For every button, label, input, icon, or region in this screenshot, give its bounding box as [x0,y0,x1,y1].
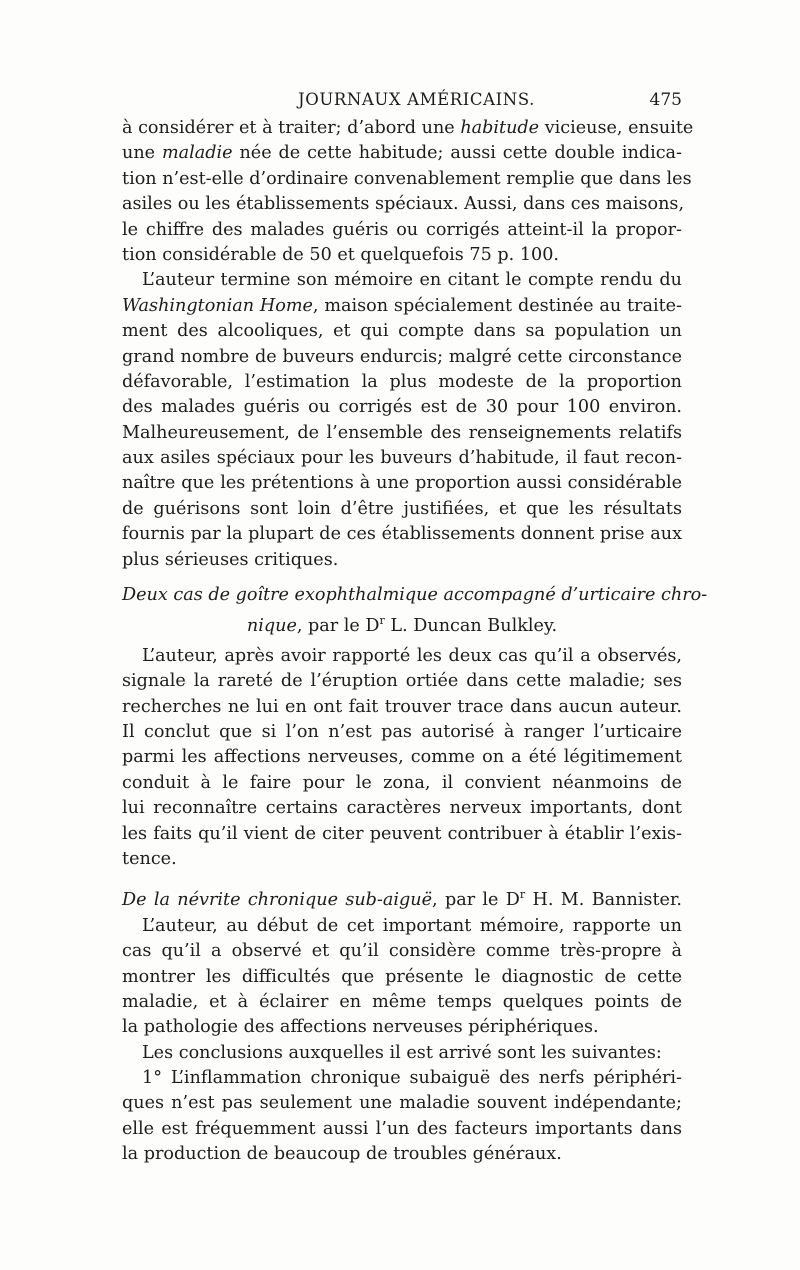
text-line [122,497,682,522]
text-run: ment des alcooliques, et qui compte dans sa population un [122,321,682,342]
text-run: Les conclusions auxquelles il est arrivé sont les suivantes: [142,1042,662,1063]
text-line [122,294,682,319]
text-line [122,796,682,821]
text-line [122,965,682,990]
text-run: Deux cas de goître exophthalmique accompagné d’urticaire chro- [122,585,708,606]
text-line [122,583,708,608]
text-run: montrer les difficultés que présente le diagnostic de cette [122,966,682,987]
text-line [122,1117,682,1142]
text-line [122,319,682,344]
text-line [122,268,682,293]
text-run: tence. [122,848,177,869]
text-run: les faits qu’il vient de citer peuvent contribuer à établir l’exis- [122,823,682,844]
paragraph-6 [122,1066,682,1168]
text-line [122,243,682,268]
text-line [122,421,682,446]
text-line [122,116,694,141]
text-run: une [122,143,162,164]
text-run: asiles ou les établissements spéciaux. Aussi, dans ces maisons, [122,194,685,215]
paragraph-4 [122,914,682,1041]
body-text [122,116,708,1168]
text-line [122,548,682,573]
text-run: 1° L’inflammation chronique subaiguë des nerfs périphéri- [142,1068,682,1089]
text-line [122,745,682,770]
text-run: conduit à le faire pour le zona, il convient néanmoins de [122,772,682,793]
text-line [122,914,682,939]
paragraph-1 [122,116,694,268]
text-run: des malades guéris ou corrigés est de 30 pour 100 environ. [122,397,682,418]
article-heading-nevrite [122,882,683,911]
text-run: la pathologie des affections nerveuses périphériques. [122,1017,599,1038]
paragraph-3 [122,644,682,873]
text-run: parmi les affections nerveuses, comme on a été légitimement [122,747,682,768]
text-run: , par le D [432,890,520,911]
text-run: habitude [460,118,540,138]
text-run: tion n’est-elle d’ordinaire convenablement remplie que dans les [122,168,692,189]
text-line [122,608,682,637]
text-line [122,644,682,669]
paragraph-2 [122,268,682,573]
text-run: plus sérieuses critiques. [122,549,339,570]
text-line [122,218,682,243]
text-line [122,167,692,192]
text-run: Il conclut que si l’on n’est pas autorisé à ranger l’urticaire [122,721,682,742]
text-run: L’auteur termine son mémoire en citant le compte rendu du [142,270,682,291]
text-line [122,395,682,420]
page-number: 475 [649,90,682,110]
text-run: H. M. Bannister. [525,890,683,911]
text-run: grand nombre de buveurs endurcis; malgré cette circonstance [122,346,682,367]
text-run: L. Duncan Bulkley. [384,616,558,637]
text-run: lui reconnaître certains caractères nerveux importants, dont [122,798,682,819]
text-line [122,669,682,694]
text-run: , maison spécialement destinée au traite- [312,295,682,316]
text-line [122,1015,682,1040]
text-line [122,370,682,395]
text-line [122,1066,682,1091]
text-run: à considérer et à traiter; d’abord une [122,118,461,138]
text-line [122,1142,682,1167]
page-header [122,90,682,116]
text-line [122,192,685,217]
running-title: JOURNAUX AMÉRICAINS. [298,90,535,109]
text-run: Malheureusement, de l’ensemble des renseignements relatifs [122,422,682,443]
text-line [122,847,682,872]
text-run: L’auteur, au début de cet important mémoire, rapporte un [142,915,682,936]
text-run: nique [246,616,297,637]
text-run: L’auteur, après avoir rapporté les deux cas qu’il a observés, [142,645,682,666]
text-run: elle est fréquemment aussi l’un des facteurs importants dans [122,1118,682,1139]
text-line [122,522,682,547]
text-line [122,345,682,370]
text-run: naître que les prétentions à une proportion aussi considérable [122,473,682,494]
text-line [122,939,682,964]
text-line [122,471,682,496]
text-run: aux asiles spéciaux pour les buveurs d’habitude, il faut recon- [122,448,682,469]
text-line [122,771,682,796]
text-line [122,695,682,720]
text-line [122,882,683,911]
text-line [122,720,682,745]
text-run: De la névrite chronique sub-aiguë [122,890,433,911]
text-run: maladie, et à éclairer en même temps quelques points de [122,991,682,1012]
text-run: maladie [161,143,233,164]
text-run: tion considérable de 50 et quelquefois 75 p. 100. [122,244,560,265]
text-run: la production de beaucoup de troubles généraux. [122,1144,562,1165]
text-line [122,1091,682,1116]
text-line [122,141,682,166]
paragraph-5 [122,1041,682,1066]
text-run: vicieuse, ensuite [539,118,694,138]
text-run: fournis par la plupart de ces établissements donnent prise aux [122,524,682,545]
text-run: Washingtonian Home [122,295,313,316]
text-run: défavorable, l’estimation la plus modeste de la proportion [122,371,682,392]
text-line [122,446,682,471]
text-line [122,990,682,1015]
text-line [122,1041,682,1066]
text-run: le chiffre des malades guéris ou corrigés atteint-il la propor- [122,219,682,240]
text-run: de guérisons sont loin d’être justifiées, et que les résultats [122,498,682,519]
text-run: , par le D [296,616,380,637]
text-run: signale la rareté de l’éruption ortiée dans cette maladie; ses [122,671,682,692]
text-run: r [519,888,526,902]
article-heading-goitre [122,583,708,637]
text-run: née de cette habitude; aussi cette double indica- [232,143,682,164]
text-run: ques n’est pas seulement une maladie souvent indépendante; [122,1093,682,1114]
text-run: r [379,614,385,628]
text-run: cas qu’il a observé et qu’il considère comme très-propre à [122,941,682,962]
text-run: recherches ne lui en ont fait trouver trace dans aucun auteur. [122,696,682,717]
text-line [122,822,682,847]
